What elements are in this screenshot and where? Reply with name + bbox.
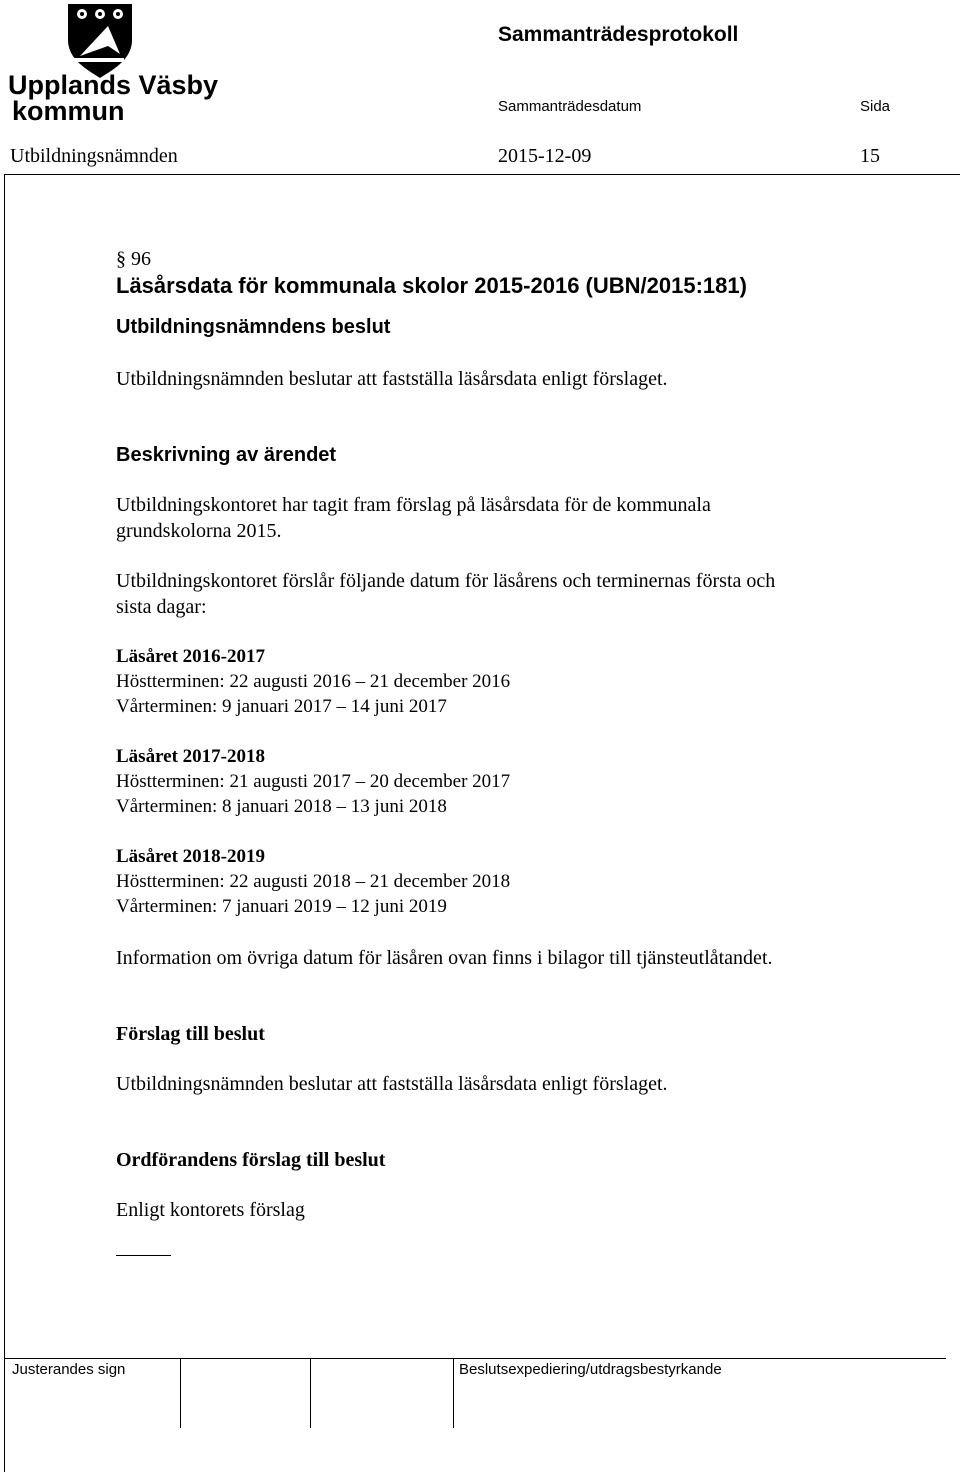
description-paragraph-1-line-1: Utbildningskontoret har tagit fram förslag på läsårsdata för de kommunala (116, 494, 711, 516)
chair-proposal-heading: Ordförandens förslag till beslut (116, 1149, 386, 1171)
signature-box-divider (310, 1358, 311, 1428)
autumn-term: Höstterminen: 22 augusti 2018 – 21 december 2018 (116, 871, 511, 892)
proposal-heading: Förslag till beslut (116, 1023, 265, 1045)
footer-rule (4, 1358, 946, 1359)
school-year-title: Läsåret 2016-2017 (116, 646, 265, 667)
info-text: Information om övriga datum för läsåren ovan finns i bilagor till tjänsteutlåtandet. (116, 947, 773, 969)
meeting-date: 2015-12-09 (498, 145, 592, 167)
chair-proposal-text: Enligt kontorets förslag (116, 1199, 305, 1221)
signature-box-divider (453, 1358, 454, 1428)
decision-text: Utbildningsnämnden beslutar att fastställa läsårsdata enligt förslaget. (116, 368, 668, 390)
description-paragraph-2-line-2: sista dagar: (116, 596, 207, 618)
logo-text-line2: kommun (12, 96, 125, 126)
municipality-logo (8, 2, 219, 126)
school-year-block (116, 644, 916, 719)
description-paragraph-2-line-1: Utbildningskontoret förslår följande datum för läsårens och terminernas första och (116, 570, 776, 592)
school-year-block (116, 844, 916, 919)
page-label: Sida (860, 98, 891, 115)
spring-term: Vårterminen: 7 januari 2019 – 12 juni 2019 (116, 896, 447, 917)
header-rule (4, 174, 960, 175)
dispatch-label: Beslutsexpediering/utdragsbestyrkande (459, 1361, 722, 1378)
committee-name: Utbildningsnämnden (10, 145, 178, 167)
signature-box-divider (180, 1358, 181, 1428)
document-body (116, 246, 916, 1256)
case-title: Läsårsdata för kommunala skolor 2015-2016 (UBN/2015:181) (116, 273, 747, 298)
end-rule (116, 1255, 171, 1256)
meeting-date-label: Sammanträdesdatum (498, 98, 642, 115)
proposal-text: Utbildningsnämnden beslutar att fastställa läsårsdata enligt förslaget. (116, 1073, 668, 1095)
frame-left-border (4, 174, 5, 1472)
page-number: 15 (860, 145, 880, 167)
signature-label: Justerandes sign (12, 1361, 126, 1378)
school-year-title: Läsåret 2017-2018 (116, 746, 265, 767)
autumn-term: Höstterminen: 21 augusti 2017 – 20 december 2017 (116, 771, 511, 792)
description-heading: Beskrivning av ärendet (116, 444, 337, 466)
decision-heading: Utbildningsnämndens beslut (116, 316, 391, 338)
spring-term: Vårterminen: 8 januari 2018 – 13 juni 2018 (116, 796, 447, 817)
school-year-title: Läsåret 2018-2019 (116, 846, 265, 867)
autumn-term: Höstterminen: 22 augusti 2016 – 21 december 2016 (116, 671, 511, 692)
paragraph-number: § 96 (116, 248, 151, 270)
description-paragraph-1-line-2: grundskolorna 2015. (116, 520, 282, 542)
coat-of-arms-icon (8, 2, 219, 126)
school-year-block (116, 744, 916, 819)
logo-text-line1: Upplands Väsby (8, 70, 219, 100)
spring-term: Vårterminen: 9 januari 2017 – 14 juni 2017 (116, 696, 447, 717)
document-type: Sammanträdesprotokoll (498, 23, 739, 46)
